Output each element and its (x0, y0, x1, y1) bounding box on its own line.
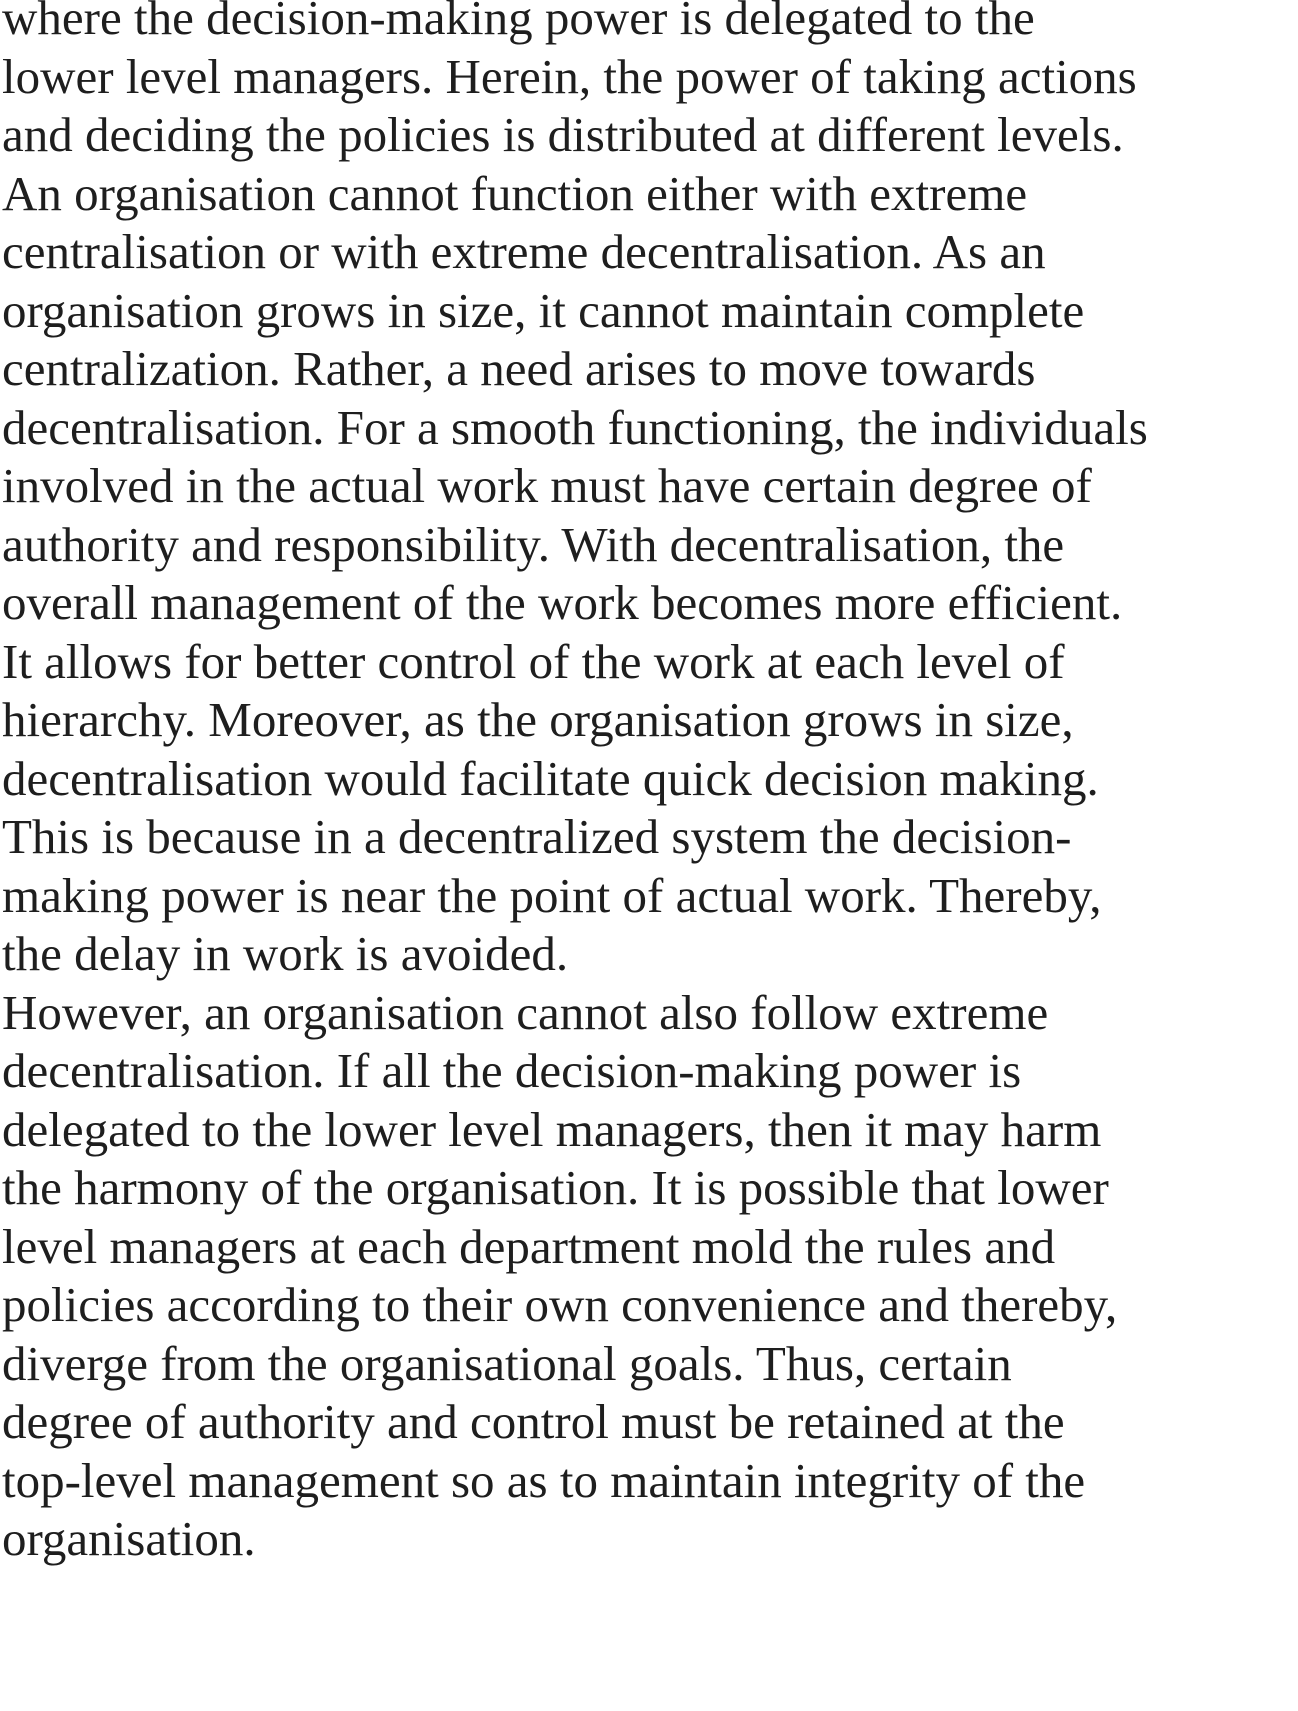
text-line: and deciding the policies is distributed at different levels. (2, 107, 1124, 162)
text-line: This is because in a decentralized system the decision- (2, 809, 1072, 864)
text-line: diverge from the organisational goals. Thus, certain (2, 1335, 1012, 1391)
text-line: authority and responsibility. With decentralisation, the (2, 516, 1065, 572)
text-line: level managers at each department mold the rules and (2, 1218, 1056, 1274)
text-line: organisation. (2, 1511, 256, 1566)
text-line: However, an organisation cannot also follow extreme (2, 984, 1049, 1040)
text-line: the delay in work is avoided. (2, 926, 569, 981)
text-line: the harmony of the organisation. It is possible that lower (2, 1160, 1109, 1215)
text-line: delegated to the lower level managers, then it may harm (2, 1101, 1102, 1157)
text-line: decentralisation would facilitate quick decision making. (2, 750, 1099, 806)
text-line: where the decision-making power is delegated to the (2, 0, 1035, 45)
text-line: lower level managers. Herein, the power of taking actions (2, 48, 1137, 104)
text-line: policies according to their own convenience and thereby, (2, 1277, 1118, 1332)
text-line: decentralisation. If all the decision-making power is (2, 1043, 1022, 1098)
text-line: overall management of the work becomes more efficient. (2, 575, 1123, 630)
text-line: centralisation or with extreme decentralisation. As an (2, 224, 1046, 279)
document-body (2, 0, 1298, 1569)
text-line: decentralisation. For a smooth functioning, the individuals (2, 399, 1148, 455)
text-line: centralization. Rather, a need arises to move towards (2, 341, 1036, 396)
text-line: It allows for better control of the work at each level of (2, 633, 1065, 689)
text-line: organisation grows in size, it cannot maintain complete (2, 282, 1085, 338)
text-line: hierarchy. Moreover, as the organisation grows in size, (2, 692, 1074, 747)
text-line: degree of authority and control must be retained at the (2, 1394, 1065, 1449)
text-line: top-level management so as to maintain integrity of the (2, 1452, 1086, 1508)
text-line: making power is near the point of actual work. Thereby, (2, 867, 1102, 923)
text-line: involved in the actual work must have certain degree of (2, 458, 1092, 513)
text-line: An organisation cannot function either with extreme (2, 165, 1028, 221)
